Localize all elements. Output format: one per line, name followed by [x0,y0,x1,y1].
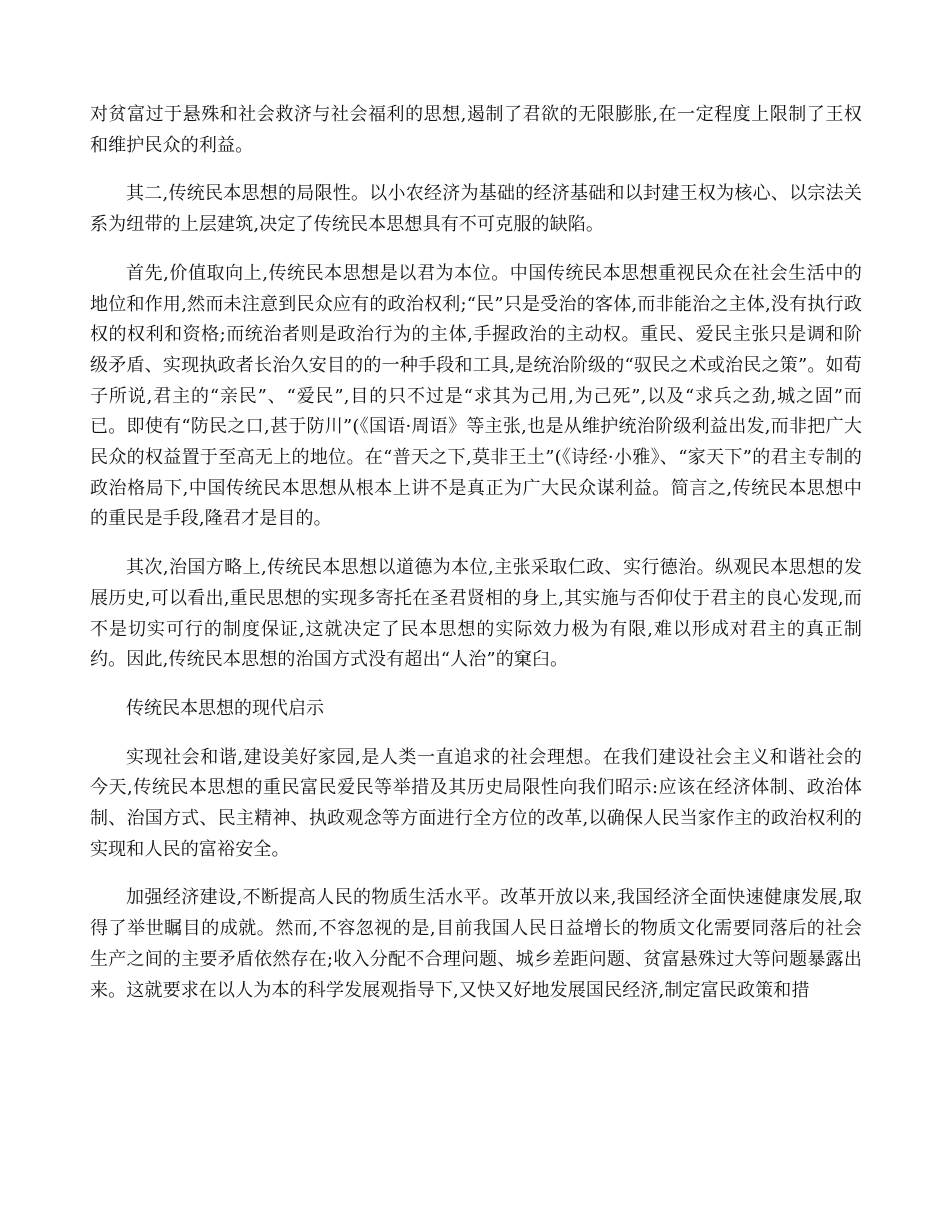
paragraph-economic-construction: 加强经济建设,不断提高人民的物质生活水平。改革开放以来,我国经济全面快速健康发展,取得了举世瞩目的成就。然而,不容忽视的是,目前我国人民日益增长的物质文化需要同落后的社会生产之间的主要矛盾依然存在;收入分配不合理问题、城乡差距问题、贫富悬殊过大等问题暴露出来。这就要求在以人为本的科学发展观指导下,又快又好地发展国民经济,制定富民政策和措 [90,887,862,1001]
paragraph-value-orientation: 首先,价值取向上,传统民本思想是以君为本位。中国传统民本思想重视民众在社会生活中的地位和作用,然而未注意到民众应有的政治权利;“民”只是受治的客体,而非能治之主体,没有执行政权的权利和资格;而统治者则是政治行为的主体,手握政治的主动权。重民、爱民主张只是调和阶级矛盾、实现执政者长治久安目的的一种手段和工具,是统治阶级的“驭民之术或治民之策”。如荀子所说,君主的“亲民”、“爱民”,目的只不过是“求其为己用,为己死”,以及“求兵之劲,城之固”而已。即使有“防民之口,甚于防川”(《国语·周语》等主张,也是从维护统治阶级利益出发,而非把广大民众的权益置于至高无上的地位。在“普天之下,莫非王土”(《诗经·小雅》、“家天下”的君主专制的政治格局下,中国传统民本思想从根本上讲不是真正为广大民众谋利益。简言之,传统民本思想中的重民是手段,隆君才是目的。 [90,262,862,530]
document-body [90,100,862,1024]
paragraph-governance-strategy: 其次,治国方略上,传统民本思想以道德为本位,主张采取仁政、实行德治。纵观民本思想的发展历史,可以看出,重民思想的实现多寄托在圣君贤相的身上,其实施与否仰仗于君主的良心发现,而不是切实可行的制度保证,这就决定了民本思想的实际效力极为有限,难以形成对君主的真正制约。因此,传统民本思想的治国方式没有超出“人治”的窠臼。 [90,557,862,671]
section-heading-modern-enlightenment: 传统民本思想的现代启示 [126,697,324,719]
paragraph-limitations-intro: 其二,传统民本思想的局限性。以小农经济为基础的经济基础和以封建王权为核心、以宗法关系为纽带的上层建筑,决定了传统民本思想具有不可克服的缺陷。 [90,183,862,236]
paragraph-harmonious-society: 实现社会和谐,建设美好家园,是人类一直追求的社会理想。在我们建设社会主义和谐社会的今天,传统民本思想的重民富民爱民等举措及其历史局限性向我们昭示:应该在经济体制、政治体制、治国方式、民主精神、执政观念等方面进行全方位的改革,以确保人民当家作主的政治权利的实现和人民的富裕安全。 [90,746,862,860]
paragraph-continuation: 对贫富过于悬殊和社会救济与社会福利的思想,遏制了君欲的无限膨胀,在一定程度上限制了王权和维护民众的利益。 [90,104,862,156]
